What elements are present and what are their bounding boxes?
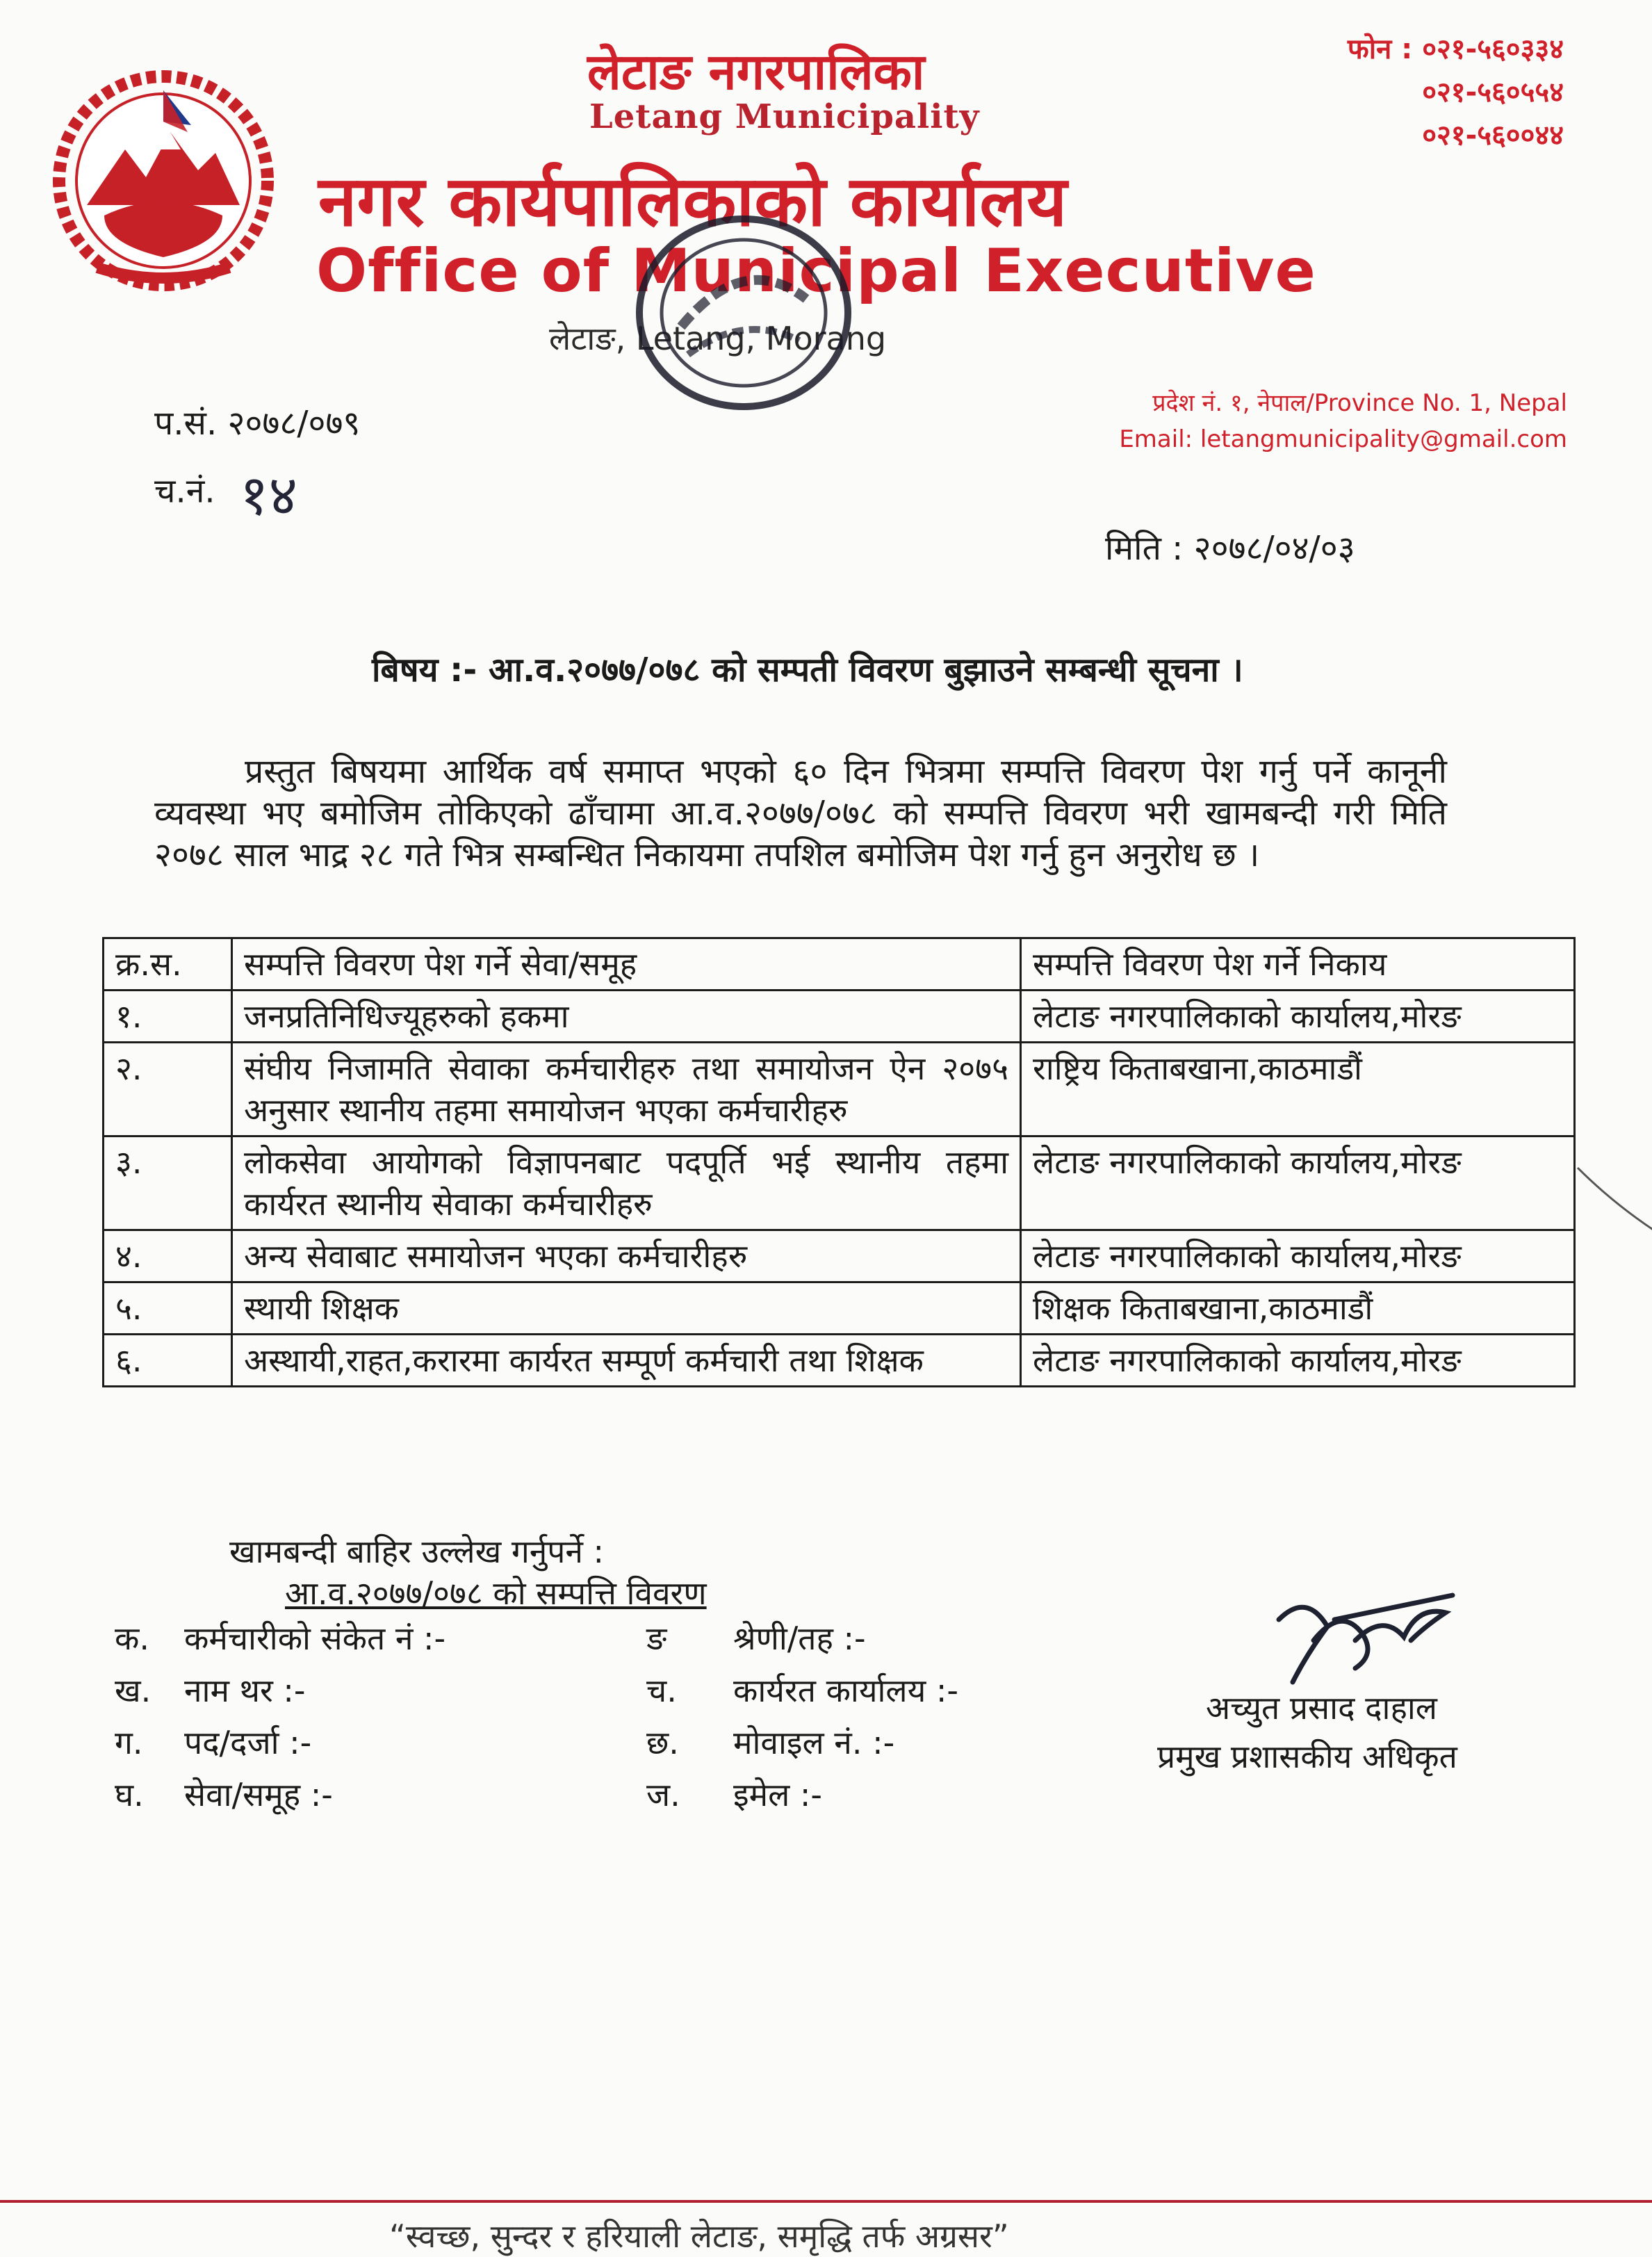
- cell-office: लेटाङ नगरपालिकाको कार्यालय,मोरङ: [1021, 1136, 1575, 1230]
- cell-sn: १.: [104, 991, 232, 1043]
- footer-rule: [0, 2200, 1652, 2203]
- field-mark: घ.: [115, 1776, 144, 1814]
- cell-office: शिक्षक किताबखाना,काठमाडौं: [1021, 1282, 1575, 1335]
- cell-service: संघीय निजामति सेवाका कर्मचारीहरु तथा समायोजन ऐन २०७५ अनुसार स्थानीय तहमा समायोजन भएका कर्मचारीहरु: [232, 1043, 1021, 1136]
- signatory-title: प्रमुख प्रशासकीय अधिकृत: [1157, 1738, 1457, 1775]
- envelope-field: [115, 1773, 333, 1816]
- reference-cn: [154, 455, 297, 531]
- cell-office: लेटाङ नगरपालिकाको कार्यालय,मोरङ: [1021, 1230, 1575, 1282]
- subject-line: बिषय :- आ.व.२०७७/०७८ को सम्पती विवरण बुझाउने सम्बन्धी सूचना ।: [372, 651, 1243, 690]
- table-row: [104, 1335, 1575, 1387]
- date-label: मिति :: [1105, 529, 1184, 568]
- signatory-name: अच्युत प्रसाद दाहाल: [1206, 1689, 1437, 1727]
- ps-label: प.सं.: [154, 404, 218, 443]
- cell-sn: ४.: [104, 1230, 232, 1282]
- cn-label: च.नं.: [154, 471, 215, 511]
- office-name-nepali: नगर कार्यपालिकाको कार्यालय: [318, 161, 1068, 242]
- envelope-field: [646, 1773, 822, 1816]
- cell-office: लेटाङ नगरपालिकाको कार्यालय,मोरङ: [1021, 1335, 1575, 1387]
- municipality-name-english: Letang Municipality: [589, 97, 980, 136]
- envelope-heading: आ.व.२०७७/०७८ को सम्पत्ति विवरण: [285, 1574, 707, 1612]
- cell-office: राष्ट्रिय किताबखाना,काठमाडौं: [1021, 1043, 1575, 1136]
- cell-sn: ३.: [104, 1136, 232, 1230]
- envelope-note: खामबन्दी बाहिर उल्लेख गर्नुपर्ने :: [229, 1533, 605, 1570]
- field-mark: च.: [646, 1672, 677, 1709]
- reference-ps: [154, 400, 360, 445]
- column-header-service: सम्पत्ति विवरण पेश गर्ने सेवा/समूह: [232, 938, 1021, 991]
- cell-office: लेटाङ नगरपालिकाको कार्यालय,मोरङ: [1021, 991, 1575, 1043]
- phone-number: ०२१-५६०५५४: [1422, 76, 1564, 108]
- office-name-english: Office of Municipal Executive: [316, 236, 1316, 306]
- field-label: कार्यरत कार्यालय :-: [733, 1672, 959, 1709]
- field-label: पद/दर्जा :-: [184, 1724, 312, 1761]
- cell-sn: ५.: [104, 1282, 232, 1335]
- cell-sn: ६.: [104, 1335, 232, 1387]
- office-address: लेटाङ, Letang, Morang: [549, 320, 887, 357]
- field-mark: ङ: [646, 1620, 667, 1657]
- date-value: २०७८/०४/०३: [1193, 529, 1355, 568]
- phone-block: [1286, 28, 1564, 157]
- cell-service: स्थायी शिक्षक: [232, 1282, 1021, 1335]
- cn-value: १४: [239, 463, 298, 528]
- field-label: मोवाइल नं. :-: [733, 1724, 895, 1761]
- envelope-field: [115, 1616, 445, 1659]
- scan-artifact-line: [709, 841, 1652, 1328]
- cell-service: लोकसेवा आयोगको विज्ञापनबाट पदपूर्ति भई स्थानीय तहमा कार्यरत स्थानीय सेवाका कर्मचारीहरु: [232, 1136, 1021, 1230]
- field-label: कर्मचारीको संकेत नं :-: [184, 1620, 446, 1657]
- cell-service: अन्य सेवाबाट समायोजन भएका कर्मचारीहरु: [232, 1230, 1021, 1282]
- field-label: नाम थर :-: [184, 1672, 306, 1709]
- cell-sn: २.: [104, 1043, 232, 1136]
- field-mark: ख.: [115, 1672, 152, 1709]
- field-label: सेवा/समूह :-: [184, 1776, 333, 1814]
- envelope-field: [646, 1616, 866, 1659]
- envelope-field: [646, 1668, 958, 1711]
- handwritten-signature: [1265, 1578, 1473, 1696]
- cell-service: जनप्रतिनिधिज्यूहरुको हकमा: [232, 991, 1021, 1043]
- field-label: श्रेणी/तह :-: [733, 1620, 866, 1657]
- phone-number: ०२१-५६०३३४: [1422, 33, 1564, 65]
- field-mark: ज.: [646, 1776, 680, 1814]
- field-mark: क.: [115, 1620, 149, 1657]
- column-header-sn: क्र.स.: [104, 938, 232, 991]
- field-mark: छ.: [646, 1724, 679, 1761]
- envelope-field: [646, 1720, 894, 1763]
- phone-label: फोन :: [1347, 33, 1413, 65]
- municipality-name-nepali: लेटाङ नगरपालिका: [587, 42, 925, 101]
- office-stamp: [625, 209, 862, 417]
- footer-slogan: “स्वच्छ, सुन्दर र हरियाली लेटाङ, समृद्धि तर्फ अग्रसर”: [389, 2217, 1009, 2255]
- envelope-field: [115, 1720, 311, 1763]
- phone-number: ०२१-५६००४४: [1422, 120, 1564, 152]
- province-line: प्रदेश नं. १, नेपाल/Province No. 1, Nepal: [1152, 389, 1567, 417]
- field-mark: ग.: [115, 1724, 143, 1761]
- ps-value: २०७८/०७९: [227, 404, 361, 443]
- field-label: इमेल :-: [733, 1776, 823, 1814]
- body-paragraph: प्रस्तुत बिषयमा आर्थिक वर्ष समाप्त भएको ६० दिन भित्रमा सम्पत्ति विवरण पेश गर्नु पर्ने कानूनी व्यवस्था भए बमोजिम तोकिएको ढाँचामा आ.व.२०७७/०७८ को सम्पत्ति विवरण भरी खामबन्दी गरी मिति २०७८ साल भाद्र २८ गते भित्र सम्बन्धित निकायमा तपशिल बमोजिम पेश गर्नु हुन अनुरोध छ ।: [154, 752, 1447, 874]
- letter-date: [1105, 525, 1355, 570]
- column-header-office: सम्पत्ति विवरण पेश गर्ने निकाय: [1021, 938, 1575, 991]
- email-line: Email: letangmunicipality@gmail.com: [1119, 425, 1567, 453]
- envelope-field: [115, 1668, 306, 1711]
- cell-service: अस्थायी,राहत,करारमा कार्यरत सम्पूर्ण कर्मचारी तथा शिक्षक: [232, 1335, 1021, 1387]
- emblem-logo: [49, 66, 278, 295]
